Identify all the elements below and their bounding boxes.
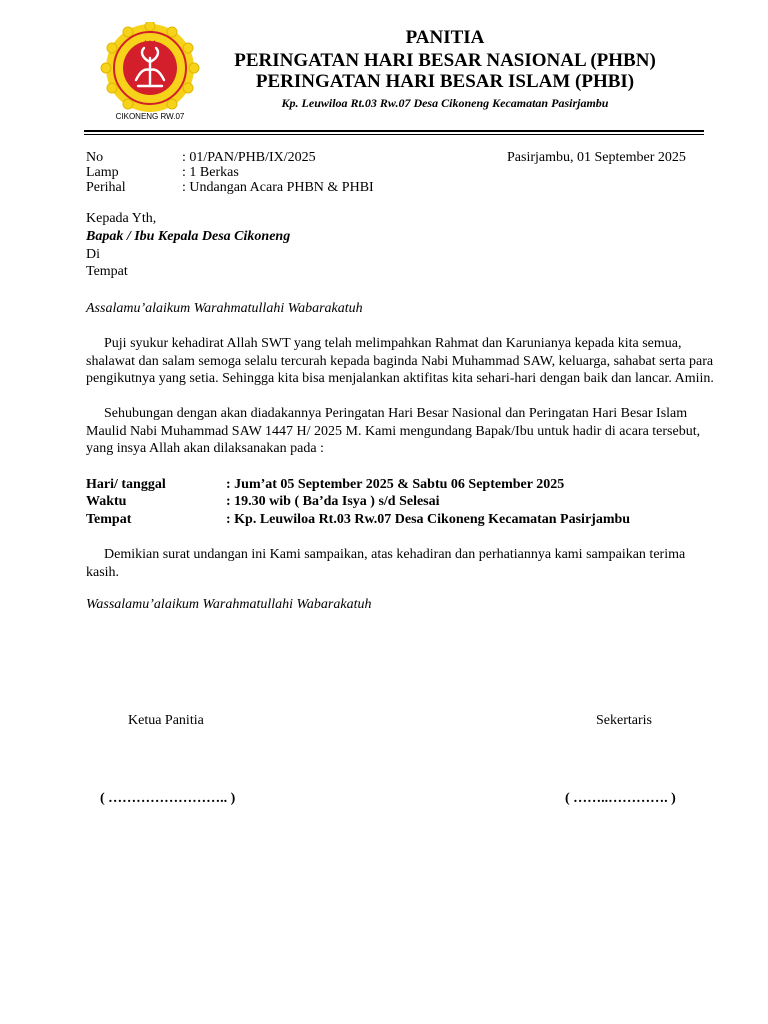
signature-left-name: ( …………………….. ) [100,791,236,806]
detail-date-value: : Jum’at 05 September 2025 & Sabtu 06 September 2025 [226,477,565,492]
signature-left-title: Ketua Panitia [128,713,204,728]
closing-paragraph: Demikian surat undangan ini Kami sampaikan, atas kehadiran dan perhatiannya kami sampaikan terima kasih. [86,547,686,580]
body-paragraph-2: Sehubungan dengan akan diadakannya Peringatan Hari Besar Nasional dan Peringatan Hari Besar Islam Maulid Nabi Muhammad SAW 1447 H/ 2025 M. Kami mengundang Bapak/Ibu untuk hadir di acara tersebut, yang insya Allah akan dilaksanakan pada : [86,406,701,456]
logo-caption: CIKONENG RW.07 [115,112,185,121]
recipient-greeting: Kepada Yth, [86,211,157,226]
opening-salam: Assalamu’alaikum Warahmatullahi Wabarakatuh [86,301,363,316]
meta-perihal-row [86,180,374,195]
meta-lamp-label: Lamp [86,165,119,180]
meta-perihal-label: Perihal [86,180,126,195]
detail-place-value: : Kp. Leuwiloa Rt.03 Rw.07 Desa Cikoneng Kecamatan Pasirjambu [226,512,631,527]
recipient-place: Tempat [86,264,128,279]
meta-lamp-row [86,165,239,180]
detail-place-label: Tempat [86,512,132,527]
meta-no-label: No [86,150,104,165]
organization-logo [100,22,200,126]
signature-right-name: ( ……..…………. ) [565,791,676,806]
meta-no-row [86,150,316,165]
svg-text:• • •: • • • [143,39,157,45]
body-paragraph-1: Puji syukur kehadirat Allah SWT yang telah melimpahkan Rahmat dan Karunianya kepada kita semua, shalawat dan salam semoga selalu tercurah kepada baginda Nabi Muhammad SAW, keluarga, sahabat serta para pengikutnya yang setia. Sehingga kita bisa menjalankan aktifitas kita sehari-hari dengan baik dan lancar. Amiin. [86,336,714,386]
letterhead-subtitle-phbn: PERINGATAN HARI BESAR NASIONAL (PHBN) [234,50,656,71]
signature-right-title: Sekertaris [596,713,652,728]
closing-salam: Wassalamu’alaikum Warahmatullahi Wabarakatuh [86,597,372,612]
recipient-name: Bapak / Ibu Kepala Desa Cikoneng [86,229,291,244]
letterhead-subtitle-phbi: PERINGATAN HARI BESAR ISLAM (PHBI) [255,71,635,92]
meta-lamp-value: : 1 Berkas [182,165,239,180]
header-divider [84,130,704,132]
detail-time-value: : 19.30 wib ( Ba’da Isya ) s/d Selesai [226,494,440,509]
detail-date-label: Hari/ tanggal [86,477,166,492]
detail-time-label: Waktu [86,494,127,509]
detail-date-row [86,476,564,494]
meta-perihal-value: : Undangan Acara PHBN & PHBI [182,180,374,195]
detail-time-row [86,493,440,511]
recipient-di: Di [86,247,100,262]
meta-no-value: : 01/PAN/PHB/IX/2025 [182,150,316,165]
letterhead-title: PANITIA [405,27,485,48]
header-divider-thin [84,134,704,135]
place-date: Pasirjambu, 01 September 2025 [507,150,686,165]
letterhead-address: Kp. Leuwiloa Rt.03 Rw.07 Desa Cikoneng Kecamatan Pasirjambu [281,96,609,110]
detail-place-row [86,511,630,529]
